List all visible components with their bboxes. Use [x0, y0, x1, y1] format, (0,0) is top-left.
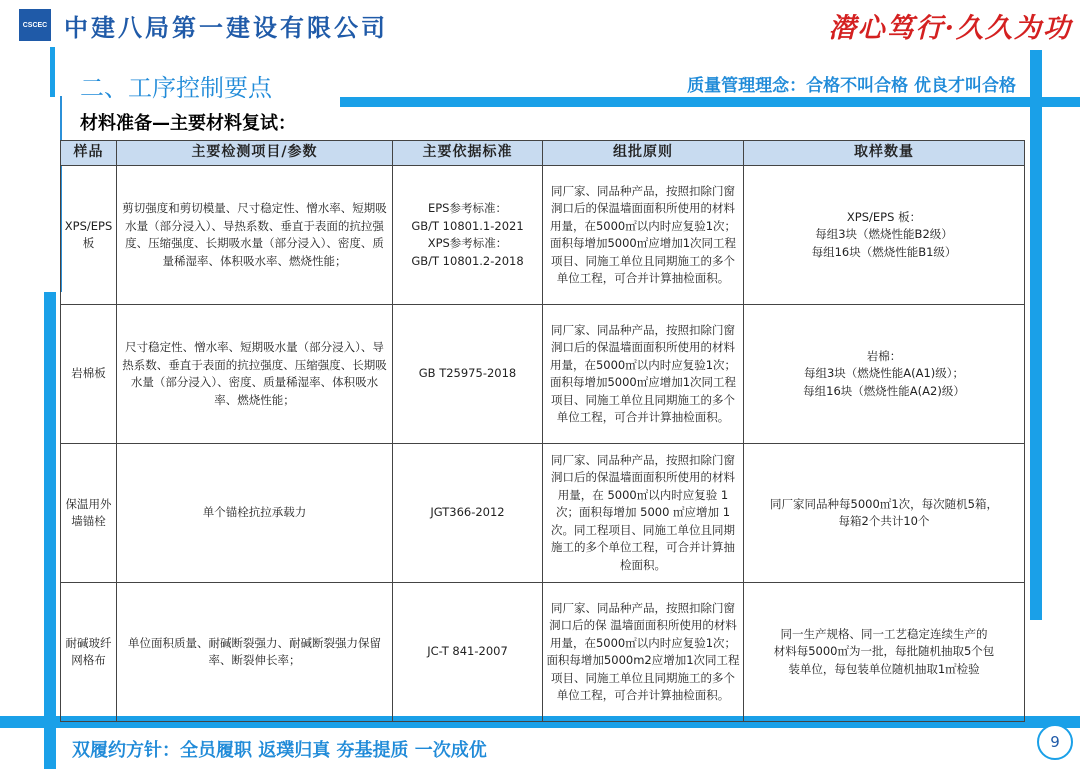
- standard-line: XPS参考标准：: [427, 236, 508, 250]
- quantity-line: 每组16块（燃烧性能B1级）: [811, 244, 957, 259]
- cell-standard: [393, 444, 543, 583]
- cell-batch: 同厂家、同品种产品，按照扣除门窗洞口后的保 温墙面面积所使用的材料用量，在5000㎡以内时应复验1次； 面积每增加5000m2应增加1次同工程项目、同施工单位且同期施工的多个单位工程，可合并计算抽检面积。: [543, 583, 744, 722]
- standard-line: GB/T 10801.2-2018: [411, 253, 524, 268]
- standard-line: EPS参考标准：: [427, 201, 507, 215]
- slogan: 潜心笃行·久久为功: [828, 13, 1072, 44]
- table-row: [61, 166, 1025, 305]
- right-frame-bar: [1030, 50, 1042, 620]
- cell-items: 单个锚栓抗拉承载力: [117, 444, 393, 583]
- quantity-line: 每组3块（燃烧性能B2级）: [815, 227, 953, 242]
- standard-line: GB/T 10801.1-2021: [411, 218, 524, 233]
- cell-sample: 保温用外墙锚栓: [61, 444, 117, 583]
- cell-batch: 同厂家、同品种产品，按照扣除门窗洞口后的保温墙面面积所使用的材料用量，在5000㎡以内时应复验1次；面积每增加5000㎡应增加1次同工程项目、同施工单位且同期施工的多个单位工程，可合并计算抽检面积。: [543, 305, 744, 444]
- cell-sample: 岩棉板: [61, 305, 117, 444]
- quantity-line: 装单位，每包装单位随机抽取1㎡检验: [788, 661, 980, 676]
- table-row: [61, 583, 1025, 722]
- header-quantity: 取样数量: [744, 141, 1025, 166]
- cell-standard: [393, 305, 543, 444]
- standard-line: JC-T 841-2007: [427, 644, 508, 659]
- cell-quantity: [744, 444, 1025, 583]
- cell-items: 剪切强度和剪切模量、尺寸稳定性、憎水率、短期吸水量（部分浸入）、导热系数、垂直于表面的抗拉强度、压缩强度、长期吸水量（部分浸入）、密度、质量稀湿率、体积吸水率、燃烧性能；: [117, 166, 393, 305]
- quantity-line: 同厂家同品种每5000㎡1次，每次随机5箱，: [770, 496, 998, 511]
- section-title: 二、工序控制要点: [80, 74, 272, 102]
- footer-policy: 双履约方针：全员履职 返璞归真 夯基提质 一次成优: [72, 740, 487, 761]
- cell-standard: [393, 583, 543, 722]
- materials-table: [60, 140, 1025, 722]
- quantity-line: 每组16块（燃烧性能A(A2)级）: [803, 383, 965, 398]
- standard-line: JGT366-2012: [430, 505, 505, 520]
- quantity-line: 材料每5000㎡为一批，每批随机抽取5个包: [773, 644, 995, 659]
- table-header-row: [61, 141, 1025, 166]
- quantity-line: 每箱2个共计10个: [838, 514, 930, 528]
- header-sample: 样品: [61, 141, 117, 166]
- cell-batch: 同厂家、同品种产品，按照扣除门窗洞口后的保温墙面面积所使用的材料用量，在 5000㎡以内时应复验 1 次；面积每增加 5000 ㎡应增加 1次。同工程项目、同施工单位且同期施工的多个单位工程，可合并计算抽检面积。: [543, 444, 744, 583]
- cell-batch: 同厂家、同品种产品，按照扣除门窗洞口后的保温墙面面积所使用的材料用量，在5000㎡以内时应复验1次；面积每增加5000㎡应增加1次同工程项目、同施工单位且同期施工的多个单位工程，可合并计算抽检面积。: [543, 166, 744, 305]
- table-subtitle: 材料准备—主要材料复试：: [80, 113, 296, 134]
- quality-philosophy: 质量管理理念：合格不叫合格 优良才叫合格: [687, 76, 1016, 96]
- quantity-line: XPS/EPS 板：: [846, 209, 922, 224]
- cell-quantity: [744, 583, 1025, 722]
- page-number: 9: [1037, 724, 1073, 760]
- left-frame-bar: [44, 292, 56, 769]
- cell-items: 单位面积质量、耐碱断裂强力、耐碱断裂强力保留率、断裂伸长率；: [117, 583, 393, 722]
- quantity-line: 同一生产规格、同一工艺稳定连续生产的: [780, 626, 988, 641]
- table-row: [61, 444, 1025, 583]
- cell-quantity: [744, 166, 1025, 305]
- header-items: 主要检测项目/参数: [117, 141, 393, 166]
- cell-sample: XPS/EPS板: [61, 166, 117, 305]
- cell-items: 尺寸稳定性、憎水率、短期吸水量（部分浸入）、导热系数、垂直于表面的抗拉强度、压缩强度、长期吸水量（部分浸入）、密度、质量稀湿率、体积吸水率、燃烧性能；: [117, 305, 393, 444]
- standard-line: GB T25975-2018: [418, 366, 517, 381]
- quantity-line: 岩棉：: [866, 348, 902, 363]
- company-logo: CSCEC: [19, 9, 51, 41]
- cell-sample: 耐碱玻纤网格布: [61, 583, 117, 722]
- top-frame-bar: [50, 47, 55, 97]
- cell-quantity: [744, 305, 1025, 444]
- title-underline-bar: [340, 97, 1080, 107]
- cell-standard: [393, 166, 543, 305]
- table-row: [61, 305, 1025, 444]
- header-standard: 主要依据标准: [393, 141, 543, 166]
- company-name: 中建八局第一建设有限公司: [64, 14, 388, 42]
- header-batch: 组批原则: [543, 141, 744, 166]
- quantity-line: 每组3块（燃烧性能A(A1)级）；: [803, 366, 965, 381]
